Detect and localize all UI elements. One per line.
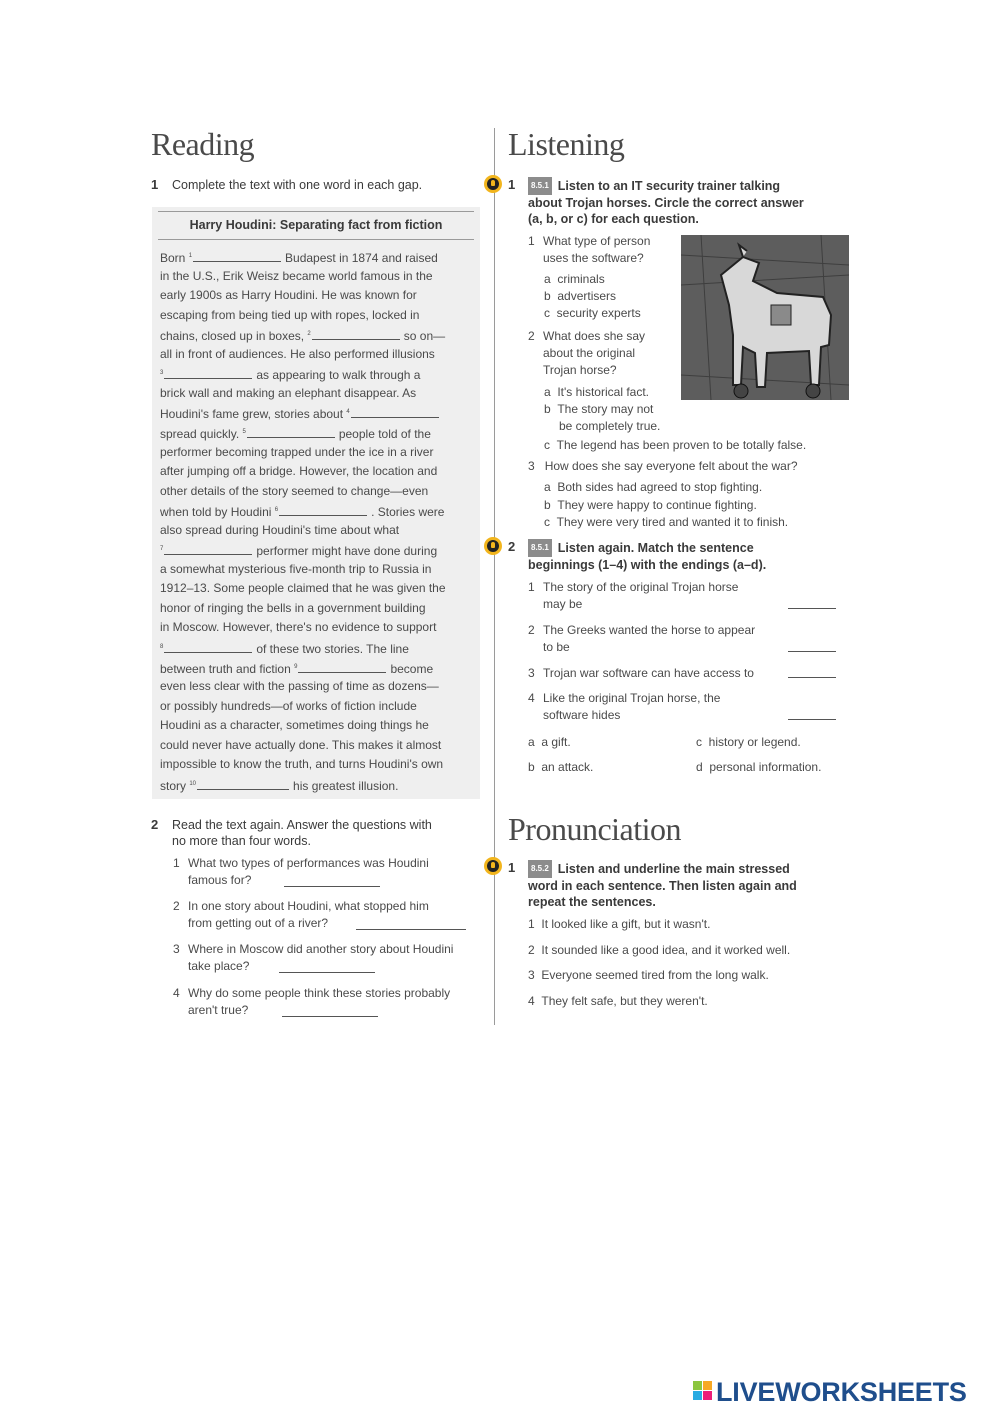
item-number: 4 <box>528 691 535 705</box>
item-text: Like the original Trojan horse, the <box>543 691 721 705</box>
ending-letter: b <box>528 760 535 774</box>
ending-text: history or legend. <box>708 735 801 749</box>
sentence-text[interactable]: Everyone seemed tired from the long walk. <box>541 968 769 982</box>
passage-text-segment: so on— <box>403 329 446 344</box>
ending-text: personal information. <box>709 760 822 774</box>
option-a[interactable] <box>544 479 762 496</box>
question-number: 3 <box>528 459 535 473</box>
trojan-horse-illustration <box>681 235 849 400</box>
passage-text-segment: all in front of audiences. He also performed illusions <box>160 346 435 361</box>
ending-text: an attack. <box>541 760 594 774</box>
option-letter: a <box>544 480 551 494</box>
sentence-number: 4 <box>528 994 535 1008</box>
ending-b <box>528 759 593 776</box>
gap-blank[interactable] <box>164 543 252 555</box>
passage-text-segment: Born <box>160 251 189 265</box>
ending-d <box>696 759 821 776</box>
instruction-line2: about Trojan horses. Circle the correct answer <box>528 196 804 210</box>
passage-text-segment: Houdini's fame grew, stories about <box>160 407 347 422</box>
item-text-line2: software hides <box>543 708 621 722</box>
item-text-line2: may be <box>543 597 583 611</box>
listening-q1 <box>528 233 651 267</box>
question-text-line2: aren't true? <box>188 1003 249 1017</box>
passage-text-segment: in Moscow. However, there's no evidence to support <box>160 620 437 635</box>
liveworksheets-logo[interactable]: LIVEWORKSHEETS <box>716 1377 967 1407</box>
question-number: 1 <box>173 856 180 870</box>
passage-text-segment: 1912–13. Some people claimed that he was given the <box>160 581 446 596</box>
option-b[interactable] <box>544 288 616 305</box>
reading-ex2-instruction-line2: no more than four words. <box>172 834 311 848</box>
passage-text-segment: in the U.S., Erik Weisz became world famous in the <box>160 268 433 283</box>
question-number: 2 <box>528 329 535 343</box>
audio-icon[interactable]: 8.5.1 <box>528 177 552 195</box>
reading-ex2-number: 2 <box>151 817 159 832</box>
answer-blank[interactable] <box>356 929 466 930</box>
question-text: Why do some people think these stories probably <box>188 986 451 1000</box>
question-text: What does she say <box>543 329 646 343</box>
passage-text-segment: or possibly hundreds—of works of fiction include <box>160 698 417 713</box>
question-number: 4 <box>173 986 180 1000</box>
option-letter: b <box>544 289 551 303</box>
gap-blank[interactable] <box>164 367 252 379</box>
reading-ex1-instruction: Complete the text with one word in each gap. <box>172 178 423 192</box>
passage-text-segment: a somewhat mysterious five-month trip to Russia in <box>160 561 432 576</box>
option-c[interactable]: c The legend has been proven to be totally false. <box>544 438 807 452</box>
passage-line <box>160 484 428 498</box>
passage-line <box>160 327 445 343</box>
option-c[interactable] <box>544 305 641 322</box>
passage-text-segment: even less clear with the passing of time as dozens— <box>160 679 439 694</box>
listening-ex1-instruction <box>528 177 828 227</box>
passage-line <box>160 718 429 732</box>
lightbulb-icon <box>484 537 502 555</box>
passage-text-segment: Houdini as a character, sometimes doing things he <box>160 718 429 733</box>
option-c[interactable] <box>544 514 788 531</box>
passage-line <box>160 464 437 478</box>
match-blank[interactable] <box>788 608 836 609</box>
match-item-2 <box>528 622 756 656</box>
gap-number: 3 <box>160 370 164 377</box>
passage-text-segment: early 1900s as Harry Houdini. He was known for <box>160 288 417 303</box>
instruction-line2: word in each sentence. Then listen again and <box>528 879 797 893</box>
option-text: security experts <box>556 306 641 320</box>
gap-number: 4 <box>346 409 350 416</box>
reading-q1 <box>173 855 429 889</box>
passage-text-segment: between truth and fiction <box>160 661 295 676</box>
passage-text-segment: could never have actually done. This makes it almost <box>160 737 442 752</box>
passage-line <box>160 523 399 537</box>
passage-text-segment: his greatest illusion. <box>293 778 399 793</box>
option-letter: a <box>544 272 551 286</box>
option-text: The story may not <box>557 402 654 416</box>
gap-blank[interactable] <box>193 250 281 262</box>
instruction-line3: repeat the sentences. <box>528 895 656 909</box>
ending-a <box>528 734 571 751</box>
passage-text-segment: escaping from being tied up with ropes, locked in <box>160 307 420 322</box>
passage-line <box>160 366 420 382</box>
option-letter: b <box>544 498 551 512</box>
gap-number: 6 <box>274 507 279 514</box>
passage-line <box>160 249 438 265</box>
sentence-3[interactable] <box>528 967 769 984</box>
ending-text: a gift. <box>541 735 571 749</box>
reading-ex2-instruction-line1: Read the text again. Answer the questions with <box>172 818 432 832</box>
option-b[interactable]: b The story may not be completely true. <box>544 402 661 433</box>
match-item-1 <box>528 579 739 613</box>
gap-blank[interactable] <box>164 641 252 653</box>
pronunciation-heading: Pronunciation <box>508 811 682 847</box>
sentence-4[interactable] <box>528 993 708 1010</box>
match-item-3 <box>528 665 754 682</box>
instruction-line2: beginnings (1–4) with the endings (a–d). <box>528 558 767 572</box>
reading-q3 <box>173 941 454 975</box>
option-text: They were happy to continue fighting. <box>557 498 757 512</box>
option-text: The legend has been proven to be totally false. <box>556 438 807 452</box>
question-number: 3 <box>173 942 180 956</box>
sentence-1[interactable] <box>528 916 710 933</box>
passage-text-segment: when told by Houdini <box>160 505 275 520</box>
item-text: The Greeks wanted the horse to appear <box>543 623 756 637</box>
passage-text-segment: honor of ringing the bells in a government building <box>160 600 426 615</box>
ending-letter: d <box>696 760 703 774</box>
box-top-rule <box>158 211 474 212</box>
sentence-text[interactable]: It looked like a gift, but it wasn't. <box>541 917 711 931</box>
passage-line <box>160 620 436 634</box>
sentence-number: 3 <box>528 968 535 982</box>
option-text: advertisers <box>557 289 617 303</box>
ending-c <box>696 734 801 751</box>
passage-line <box>160 425 431 441</box>
gap-blank[interactable] <box>279 504 367 516</box>
sentence-text[interactable]: It sounded like a good idea, and it worked well. <box>541 943 791 957</box>
passage-line <box>160 386 416 400</box>
answer-blank[interactable] <box>282 1016 378 1017</box>
passage-line <box>160 308 419 322</box>
listening-ex1-number: 1 <box>508 177 516 192</box>
item-text: The story of the original Trojan horse <box>543 580 739 594</box>
passage-line <box>160 405 443 421</box>
gap-number: 9 <box>294 663 298 670</box>
passage-text-segment: of these two stories. The line <box>256 642 409 656</box>
passage-text-segment: performer might have done during <box>256 544 438 559</box>
passage-line <box>160 503 444 519</box>
passage-line <box>160 542 437 558</box>
question-text-line3: Trojan horse? <box>543 363 617 377</box>
column-divider <box>494 128 495 1025</box>
instruction-line3: (a, b, or c) for each question. <box>528 212 699 226</box>
passage-line <box>160 269 433 283</box>
option-text: It's historical fact. <box>557 385 649 399</box>
passage-line <box>160 738 441 752</box>
passage-text-segment: brick wall and making an elephant disappear. As <box>160 385 417 400</box>
lightbulb-icon <box>484 175 502 193</box>
instruction-line1: Listen to an IT security trainer talking <box>557 179 781 193</box>
trojan-horse-image <box>681 235 849 400</box>
passage-text-segment: chains, closed up in boxes, <box>160 329 308 344</box>
passage-text-segment: people told of the <box>338 426 431 441</box>
liveworksheets-logo-icon <box>693 1381 713 1401</box>
sentence-text[interactable]: They felt safe, but they weren't. <box>541 994 708 1008</box>
passage-line <box>160 699 417 713</box>
instruction-line1: Listen and underline the main stressed <box>557 862 790 876</box>
sentence-number: 1 <box>528 917 535 931</box>
passage-line <box>160 562 431 576</box>
passage-line <box>160 660 433 676</box>
option-a[interactable] <box>544 271 605 288</box>
passage-line <box>160 777 398 793</box>
ending-letter: c <box>696 735 702 749</box>
passage-text-segment: spread quickly. <box>160 426 243 441</box>
passage-text-segment: as appearing to walk through a <box>256 368 421 383</box>
option-text: criminals <box>557 272 605 286</box>
question-text: What two types of performances was Houdini <box>188 856 429 870</box>
question-text-line2: uses the software? <box>543 251 644 265</box>
question-text: In one story about Houdini, what stopped him <box>188 899 429 913</box>
passage-text-segment: also spread during Houdini's time about what <box>160 522 400 537</box>
option-b[interactable] <box>544 497 757 514</box>
question-text-line2: from getting out of a river? <box>188 916 329 930</box>
gap-blank[interactable] <box>197 778 289 790</box>
gap-number: 7 <box>160 546 164 553</box>
passage-line <box>160 601 426 615</box>
passage-text-segment: story <box>160 778 190 793</box>
sentence-2[interactable] <box>528 942 790 959</box>
item-number: 3 <box>528 666 535 680</box>
passage-text-segment: performer becoming trapped under the ice in a river <box>160 444 434 459</box>
question-number: 1 <box>528 234 535 248</box>
gap-blank[interactable] <box>312 328 400 340</box>
reading-ex1-number: 1 <box>151 177 159 192</box>
reading-q2 <box>173 898 429 932</box>
passage-text-segment: other details of the story seemed to change—even <box>160 483 429 498</box>
gap-blank[interactable] <box>247 426 335 438</box>
pronunciation-ex1-instruction <box>528 860 828 910</box>
option-letter: c <box>544 306 550 320</box>
passage-line <box>160 288 417 302</box>
listening-heading: Listening <box>508 126 625 162</box>
option-letter: c <box>544 515 550 529</box>
sentence-number: 2 <box>528 943 535 957</box>
passage-line <box>160 640 409 656</box>
question-text: What type of person <box>543 234 651 248</box>
gap-number: 1 <box>188 253 193 259</box>
option-a[interactable]: a It's historical fact. <box>544 385 649 399</box>
question-text: How does she say everyone felt about the war? <box>544 459 798 473</box>
passage-text-segment: Budapest in 1874 and raised <box>285 251 438 265</box>
passage-line <box>160 347 435 361</box>
listening-ex2-number: 2 <box>508 539 516 554</box>
match-blank[interactable] <box>788 677 836 678</box>
question-number: 2 <box>173 899 180 913</box>
passage-text-segment: after jumping off a bridge. However, the location and <box>160 464 438 479</box>
reading-q4 <box>173 985 451 1019</box>
lightbulb-icon <box>484 857 502 875</box>
gap-number: 10 <box>189 780 197 787</box>
option-text: They were very tired and wanted it to finish. <box>556 515 789 529</box>
reading-ex2-instruction <box>172 817 432 849</box>
instruction-line1: Listen again. Match the sentence <box>557 541 754 555</box>
gap-number: 2 <box>307 331 311 338</box>
passage-line <box>160 581 446 595</box>
item-number: 1 <box>528 580 535 594</box>
listening-q2 <box>528 328 646 379</box>
listening-q3 <box>528 458 798 475</box>
question-text-line2: famous for? <box>188 873 252 887</box>
question-text: Where in Moscow did another story about Houdini <box>188 942 454 956</box>
reading-heading: Reading <box>151 126 255 162</box>
box-title-rule <box>158 239 474 240</box>
pronunciation-ex1-number: 1 <box>508 860 516 875</box>
passage-title: Harry Houdini: Separating fact from fiction <box>189 218 443 232</box>
ending-letter: a <box>528 735 535 749</box>
passage-line <box>160 679 439 693</box>
answer-blank[interactable] <box>279 972 375 973</box>
match-blank[interactable] <box>788 651 836 652</box>
item-text-line2: to be <box>543 640 570 654</box>
item-number: 2 <box>528 623 535 637</box>
passage-text-segment: impossible to know the truth, and turns Houdini's own <box>160 757 444 772</box>
match-blank[interactable] <box>788 719 836 720</box>
option-text: Both sides had agreed to stop fighting. <box>557 480 763 494</box>
match-item-4 <box>528 690 721 724</box>
gap-number: 5 <box>242 428 246 435</box>
gap-blank[interactable] <box>351 406 439 418</box>
question-text-line2: take place? <box>188 959 250 973</box>
question-text-line2: about the original <box>543 346 636 360</box>
passage-text-segment: become <box>390 661 434 676</box>
passage-line <box>160 757 443 771</box>
audio-icon[interactable]: 8.5.1 <box>528 539 552 557</box>
answer-blank[interactable] <box>284 886 380 887</box>
gap-number: 8 <box>160 644 164 650</box>
audio-icon[interactable]: 8.5.2 <box>528 860 552 878</box>
item-text: Trojan war software can have access to <box>543 666 754 680</box>
passage-line <box>160 445 433 459</box>
option-text-line2: be completely true. <box>559 419 661 433</box>
passage-text-segment: . Stories were <box>371 505 445 520</box>
listening-ex2-instruction <box>528 539 828 573</box>
gap-blank[interactable] <box>298 661 386 673</box>
